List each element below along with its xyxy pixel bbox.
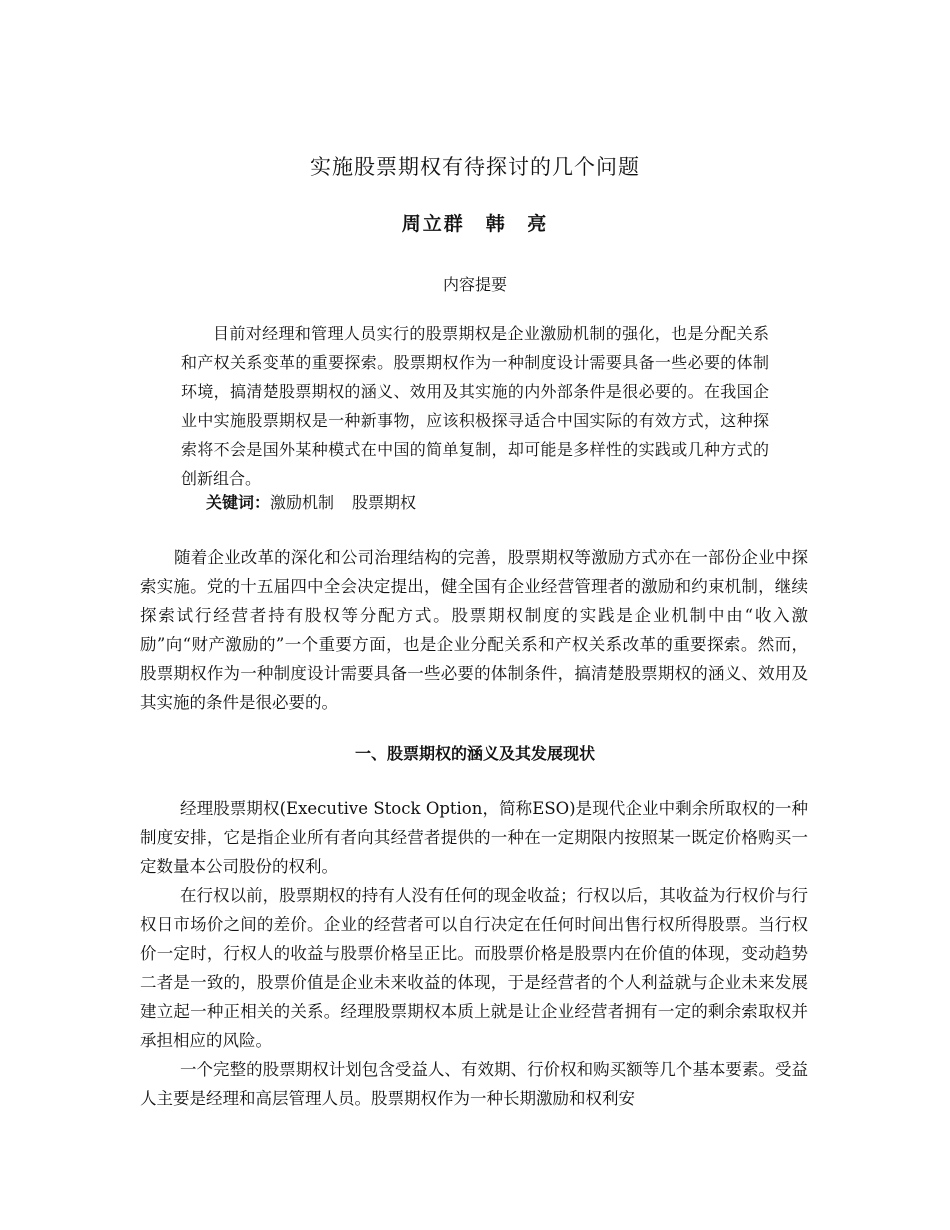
keywords-line [206,490,434,516]
keywords-label: 关键词： [206,493,271,512]
paper-title: 实施股票期权有待探讨的几个问题 [310,155,640,179]
body-paragraph: 经理股票期权(Executive Stock Option，简称ESO)是现代企业中剩余所取权的一种制度安排，它是指企业所有者向其经营者提供的一种在一定期限内按照某一既定价格购买一定数量本公司股份的权利。 [140,799,808,876]
section-heading: 一、股票期权的涵义及其发展现状 [354,744,595,763]
body-paragraph: 一个完整的股票期权计划包含受益人、有效期、行价权和购买额等几个基本要素。受益人主要是经理和高层管理人员。股票期权作为一种长期激励和权利安 [140,1060,808,1108]
body-paragraph: 在行权以前，股票期权的持有人没有任何的现金收益；行权以后，其收益为行权价与行权日市场价之间的差价。企业的经营者可以自行决定在任何时间出售行权所得股票。当行权价一定时，行权人的收益与股票价格呈正比。而股票价格是股票内在价值的体现，变动趋势二者是一致的，股票价值是企业未来收益的体现，于是经营者的个人利益就与企业未来发展建立起一种正相关的关系。经理股票期权本质上就是让企业经营者拥有一定的剩余索取权并承担相应的风险。 [140,886,808,1050]
section-body [140,794,808,1113]
paper-authors: 周立群 韩 亮 [401,213,549,235]
keyword-term: 股票期权 [352,493,417,512]
abstract-heading: 内容提要 [442,275,507,294]
intro-paragraph: 随着企业改革的深化和公司治理结构的完善，股票期权等激励方式亦在一部份企业中探索实施。党的十五届四中全会决定提出，健全国有企业经营管理者的激励和约束机制，继续探索试行经营者持有股权等分配方式。股票期权制度的实践是企业机制中由“收入激励”向“财产激励的”一个重要方面，也是企业分配关系和产权关系改革的重要探索。然而，股票期权作为一种制度设计需要具备一些必要的体制条件，搞清楚股票期权的涵义、效用及其实施的条件是很必要的。 [140,548,808,712]
keyword-term: 激励机制 [270,493,335,512]
abstract-text: 目前对经理和管理人员实行的股票期权是企业激励机制的强化，也是分配关系和产权关系变革的重要探索。股票期权作为一种制度设计需要具备一些必要的体制环境，搞清楚股票期权的涵义、效用及其实施的内外部条件是很必要的。在我国企业中实施股票期权是一种新事物，应该积极探寻适合中国实际的有效方式，这种探索将不会是国外某种模式在中国的简单复制，却可能是多样性的实践或几种方式的创新组合。 [181,324,769,488]
